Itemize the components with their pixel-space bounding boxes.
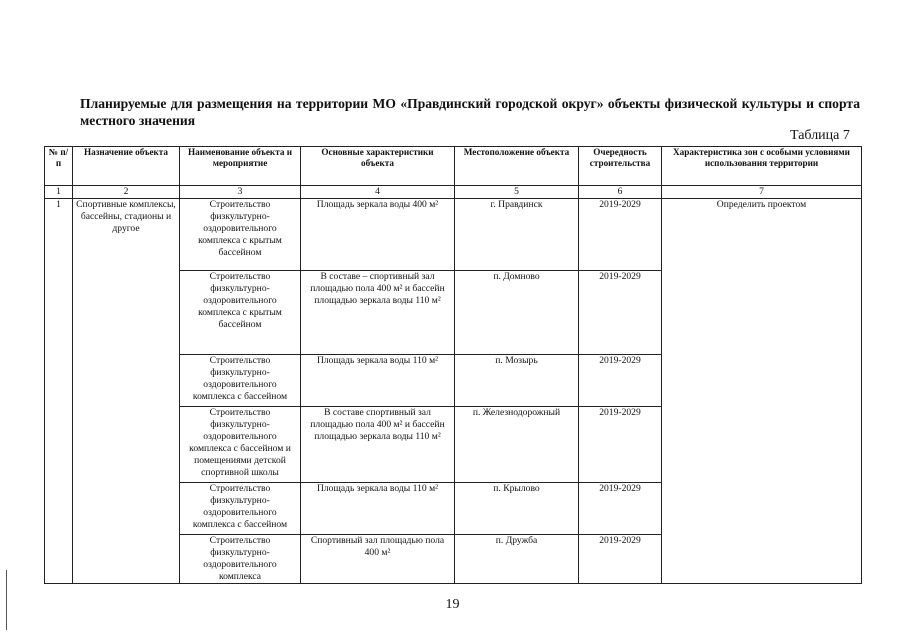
empty-cell bbox=[73, 483, 180, 535]
column-number: 4 bbox=[301, 186, 455, 199]
table-header-row bbox=[45, 147, 862, 186]
table-label: Таблица 7 bbox=[790, 128, 850, 143]
zones-cell: Определить проектом bbox=[662, 199, 862, 584]
document-title: Планируемые для размещения на территории МО «Правдинский городской округ» объекты физической культуры и спорта местного значения bbox=[80, 96, 860, 128]
scan-margin-line bbox=[6, 570, 7, 630]
location-cell: п. Дружба bbox=[455, 535, 579, 584]
column-header: № п/п bbox=[45, 147, 73, 186]
empty-cell bbox=[73, 535, 180, 584]
period-cell: 2019-2029 bbox=[579, 355, 662, 407]
name-cell: Строительство физкультурно-оздоровительного комплекса с бассейном и помещениями детской спортивной школы bbox=[180, 407, 301, 483]
column-number-row bbox=[45, 186, 862, 199]
name-cell: Строительство физкультурно-оздоровительного комплекса bbox=[180, 535, 301, 584]
location-cell: п. Железнодорожный bbox=[455, 407, 579, 483]
characteristics-cell: Площадь зеркала воды 110 м² bbox=[301, 483, 455, 535]
name-cell: Строительство физкультурно-оздоровительного комплекса с крытым бассейном bbox=[180, 199, 301, 271]
column-number: 5 bbox=[455, 186, 579, 199]
characteristics-cell: В составе спортивный зал площадью пола 400 м² и бассейн площадью зеркала воды 110 м² bbox=[301, 407, 455, 483]
column-number: 3 bbox=[180, 186, 301, 199]
period-cell: 2019-2029 bbox=[579, 199, 662, 271]
column-header: Назначение объекта bbox=[73, 147, 180, 186]
name-cell: Строительство физкультурно-оздоровительного комплекса с бассейном bbox=[180, 355, 301, 407]
empty-cell bbox=[45, 483, 73, 535]
row-number-cell: 1 bbox=[45, 199, 73, 271]
empty-cell bbox=[45, 355, 73, 407]
column-header: Очередность строительства bbox=[579, 147, 662, 186]
table-row bbox=[45, 199, 862, 271]
page-number: 19 bbox=[445, 597, 460, 612]
period-cell: 2019-2029 bbox=[579, 535, 662, 584]
column-header: Основные характеристики объекта bbox=[301, 147, 455, 186]
purpose-cell: Спортивные комплексы, бассейны, стадионы и другое bbox=[73, 199, 180, 271]
column-header: Характеристика зон с особыми условиями использования территории bbox=[662, 147, 862, 186]
characteristics-cell: В составе – спортивный зал площадью пола 400 м² и бассейн площадью зеркала воды 110 м² bbox=[301, 271, 455, 355]
column-number: 6 bbox=[579, 186, 662, 199]
empty-cell bbox=[73, 271, 180, 355]
column-number: 1 bbox=[45, 186, 73, 199]
column-header: Местоположение объекта bbox=[455, 147, 579, 186]
period-cell: 2019-2029 bbox=[579, 271, 662, 355]
period-cell: 2019-2029 bbox=[579, 483, 662, 535]
name-cell: Строительство физкультурно-оздоровительного комплекса с бассейном bbox=[180, 483, 301, 535]
column-number: 7 bbox=[662, 186, 862, 199]
characteristics-cell: Спортивный зал площадью пола 400 м² bbox=[301, 535, 455, 584]
objects-table bbox=[44, 146, 862, 584]
name-cell: Строительство физкультурно-оздоровительного комплекса с крытым бассейном bbox=[180, 271, 301, 355]
location-cell: п. Мозырь bbox=[455, 355, 579, 407]
location-cell: г. Правдинск bbox=[455, 199, 579, 271]
period-cell: 2019-2029 bbox=[579, 407, 662, 483]
location-cell: п. Домново bbox=[455, 271, 579, 355]
location-cell: п. Крылово bbox=[455, 483, 579, 535]
characteristics-cell: Площадь зеркала воды 400 м² bbox=[301, 199, 455, 271]
characteristics-cell: Площадь зеркала воды 110 м² bbox=[301, 355, 455, 407]
empty-cell bbox=[45, 535, 73, 584]
column-number: 2 bbox=[73, 186, 180, 199]
empty-cell bbox=[45, 407, 73, 483]
column-header: Наименование объекта и мероприятие bbox=[180, 147, 301, 186]
empty-cell bbox=[73, 355, 180, 407]
empty-cell bbox=[73, 407, 180, 483]
empty-cell bbox=[45, 271, 73, 355]
